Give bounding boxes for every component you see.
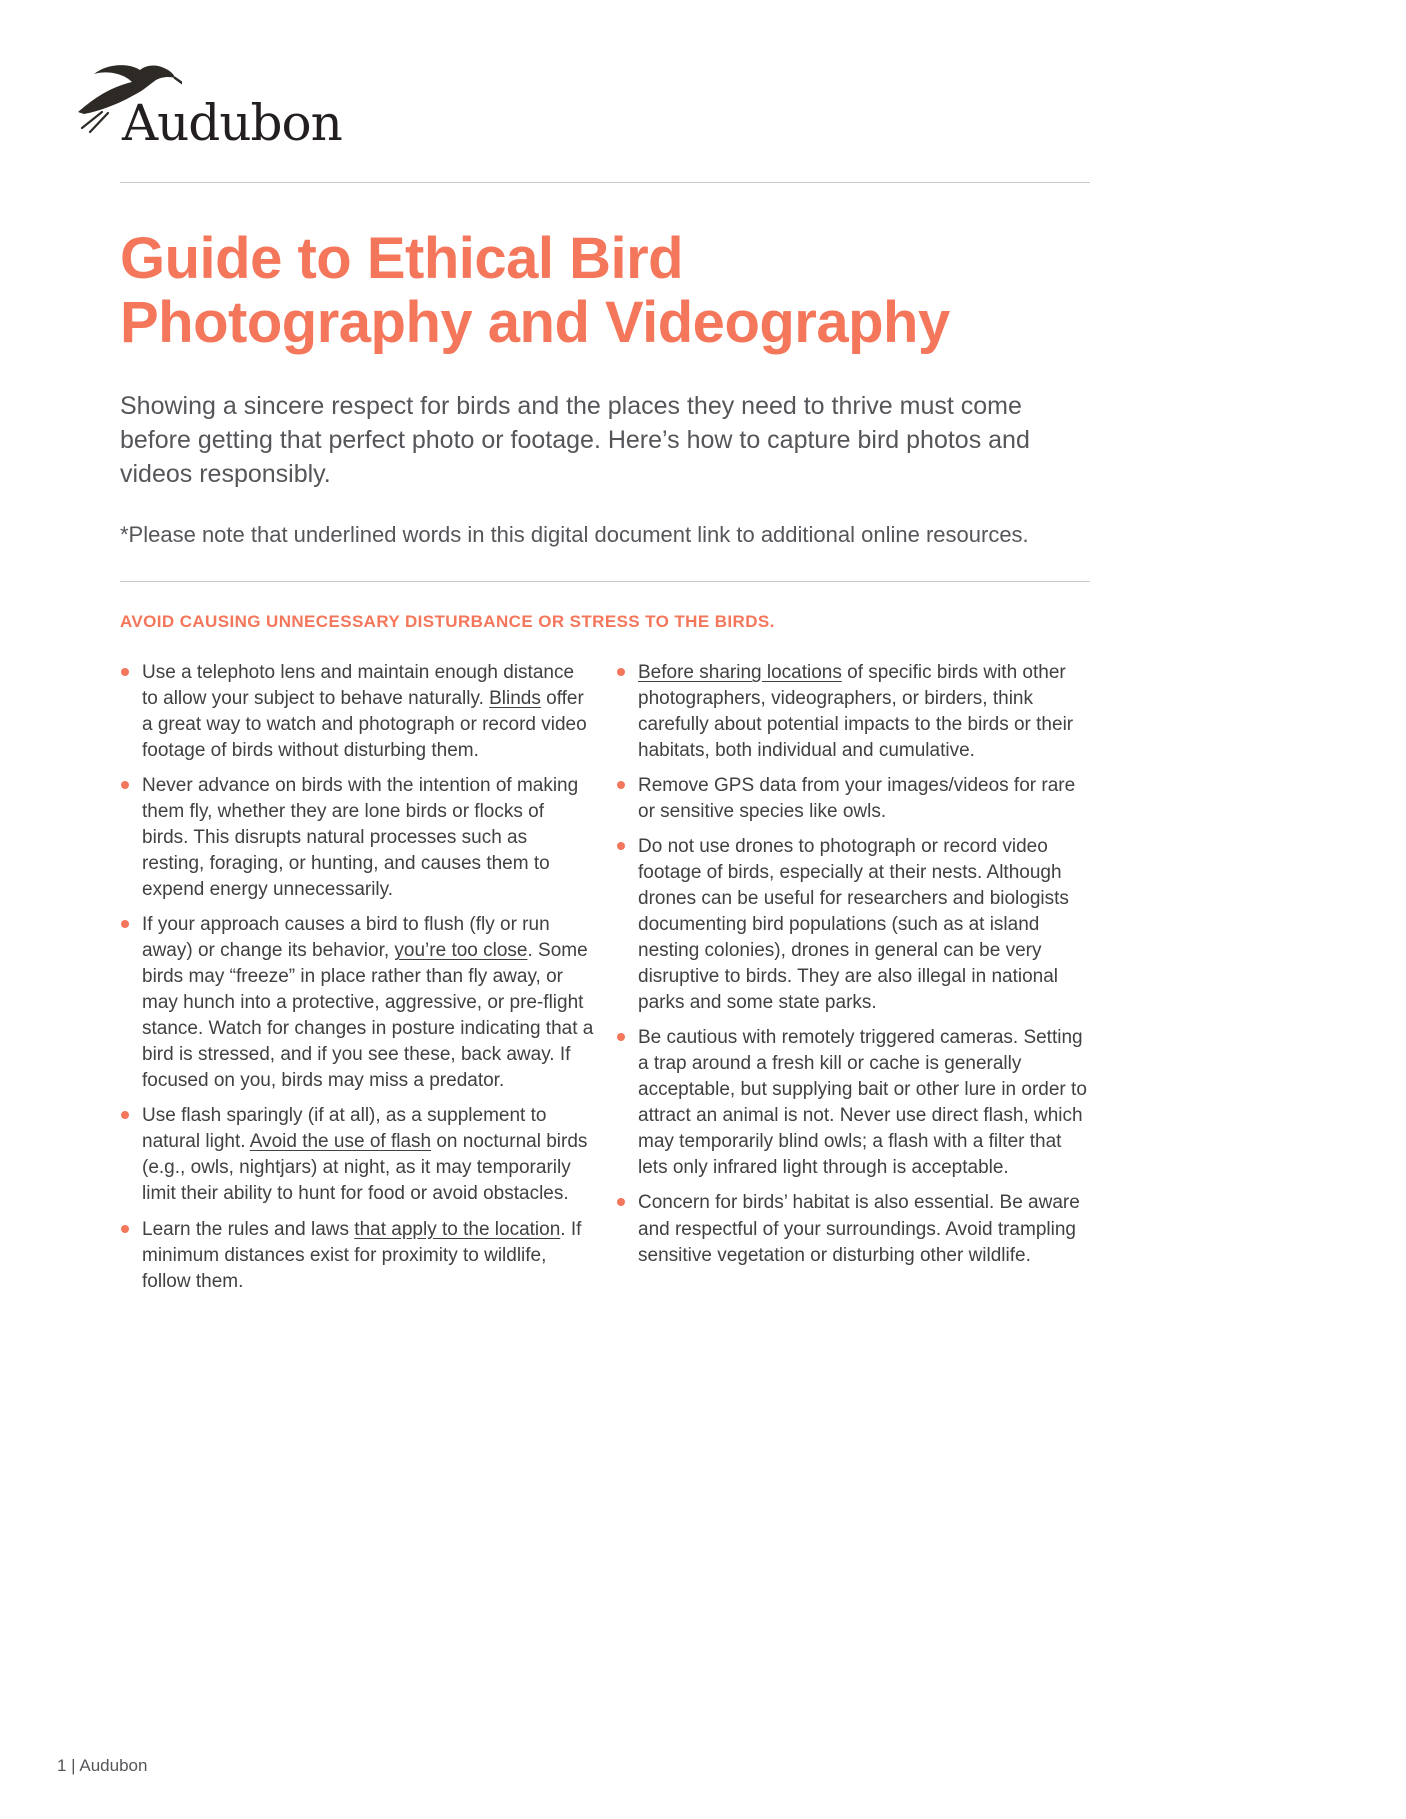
section-heading: AVOID CAUSING UNNECESSARY DISTURBANCE OR STRESS TO THE BIRDS. <box>120 612 775 632</box>
bullet-text <box>638 1192 1080 1265</box>
text-segment: . Some birds may “freeze” in place rather than fly away, or may hunch into a protective, aggressive, or pre-flight stance. Watch for changes in posture indicating that a bird is stressed, and if you see these, back away. If focused on you, birds may miss a predator. <box>142 940 594 1092</box>
bullet-dot-icon <box>617 1198 625 1206</box>
bullet-text <box>638 662 1073 761</box>
audubon-logo <box>120 56 1090 168</box>
bullet-dot-icon <box>121 920 129 928</box>
page-title-line: Guide to Ethical Bird <box>120 226 684 291</box>
bullet-text <box>142 1105 587 1204</box>
text-segment: Use flash sparingly (if at all), as a supplement to natural light. <box>142 1105 547 1153</box>
page-title <box>120 227 1090 355</box>
inline-link[interactable]: Blinds <box>489 688 541 710</box>
bullet-dot-icon <box>121 781 129 789</box>
page-footer: 1 | Audubon <box>57 1756 148 1775</box>
bullet-dot-icon <box>121 1111 129 1119</box>
bullet-text <box>638 775 1075 822</box>
divider-top <box>120 182 1090 183</box>
page-content <box>120 0 1090 1304</box>
text-segment: Concern for birds’ habitat is also essential. Be aware and respectful of your surroundings. Avoid trampling sensitive vegetation or disturbing other wildlife. <box>638 1192 1080 1266</box>
list-item <box>616 1025 1090 1181</box>
bullet-text <box>142 775 578 900</box>
inline-link[interactable]: Before sharing locations <box>638 662 842 684</box>
bullet-dot-icon <box>121 1225 129 1233</box>
list-item <box>120 660 594 764</box>
inline-link[interactable]: you’re too close <box>394 940 528 962</box>
audubon-wordmark: Audubon <box>122 94 342 152</box>
list-item <box>120 1103 594 1207</box>
text-segment: Do not use drones to photograph or record video footage of birds, especially at their nests. Although drones can be useful for researchers and biologists documenting bird populations (such as at island nesting colonies), drones in general can be very disruptive to birds. They are also illegal in national parks and some state parks. <box>638 836 1069 1014</box>
bullet-dot-icon <box>121 668 129 676</box>
bullet-text <box>638 1027 1087 1178</box>
text-segment: If your approach causes a bird to flush (fly or run away) or change its behavior, <box>142 914 550 962</box>
text-segment: Never advance on birds with the intention of making them fly, whether they are lone birds or flocks of birds. This disrupts natural processes such as resting, foraging, or hunting, and causes them to expend energy unnecessarily. <box>142 775 579 901</box>
text-segment: Be cautious with remotely triggered cameras. Setting a trap around a fresh kill or cache is generally acceptable, but supplying bait or other lure in order to attract an animal is not. Never use direct flash, which may temporarily blind owls; a flash with a filter that lets only infrared light through is acceptable. <box>638 1027 1087 1179</box>
bullet-column-left <box>120 660 594 1303</box>
text-segment: Learn the rules and laws <box>142 1218 355 1240</box>
list-item <box>616 660 1090 764</box>
list-item <box>616 773 1090 825</box>
text-segment: offer a great way to watch and photograph or record video footage of birds without disturbing them. <box>142 688 587 762</box>
text-segment: Remove GPS data from your images/videos for rare or sensitive species like owls. <box>638 775 1076 823</box>
divider-middle <box>120 581 1090 582</box>
bullet-text <box>142 1219 581 1292</box>
list-item <box>120 1217 594 1295</box>
underline-note: *Please note that underlined words in this digital document link to additional online resources. <box>120 521 1029 547</box>
list-item <box>120 912 594 1094</box>
list-item <box>616 834 1090 1016</box>
inline-link[interactable]: Avoid the use of flash <box>249 1131 432 1153</box>
intro-paragraph: Showing a sincere respect for birds and the places they need to thrive must come before getting that perfect photo or footage. Here’s how to capture bird photos and videos responsibly. <box>120 391 1030 488</box>
text-segment: of specific birds with other photographers, videographers, or birders, think carefully about potential impacts to the birds or their habitats, both individual and cumulative. <box>638 662 1074 762</box>
list-item <box>616 1190 1090 1268</box>
bullet-text <box>638 836 1069 1013</box>
bullet-text <box>142 662 587 761</box>
bullet-dot-icon <box>617 842 625 850</box>
bullet-text <box>142 914 593 1091</box>
bullet-columns <box>120 660 1090 1303</box>
bullet-dot-icon <box>617 781 625 789</box>
text-segment: Use a telephoto lens and maintain enough distance to allow your subject to behave naturally. <box>142 662 575 710</box>
bullet-column-right <box>616 660 1090 1303</box>
bullet-dot-icon <box>617 668 625 676</box>
bullet-dot-icon <box>617 1033 625 1041</box>
list-item <box>120 773 594 903</box>
text-segment: on nocturnal birds (e.g., owls, nightjars) at night, as it may temporarily limit their ability to hunt for food or avoid obstacles. <box>142 1131 588 1205</box>
inline-link[interactable]: that apply to the location <box>354 1218 561 1240</box>
text-segment: . If minimum distances exist for proximity to wildlife, follow them. <box>142 1218 582 1292</box>
page-title-line: Photography and Videography <box>120 289 950 355</box>
